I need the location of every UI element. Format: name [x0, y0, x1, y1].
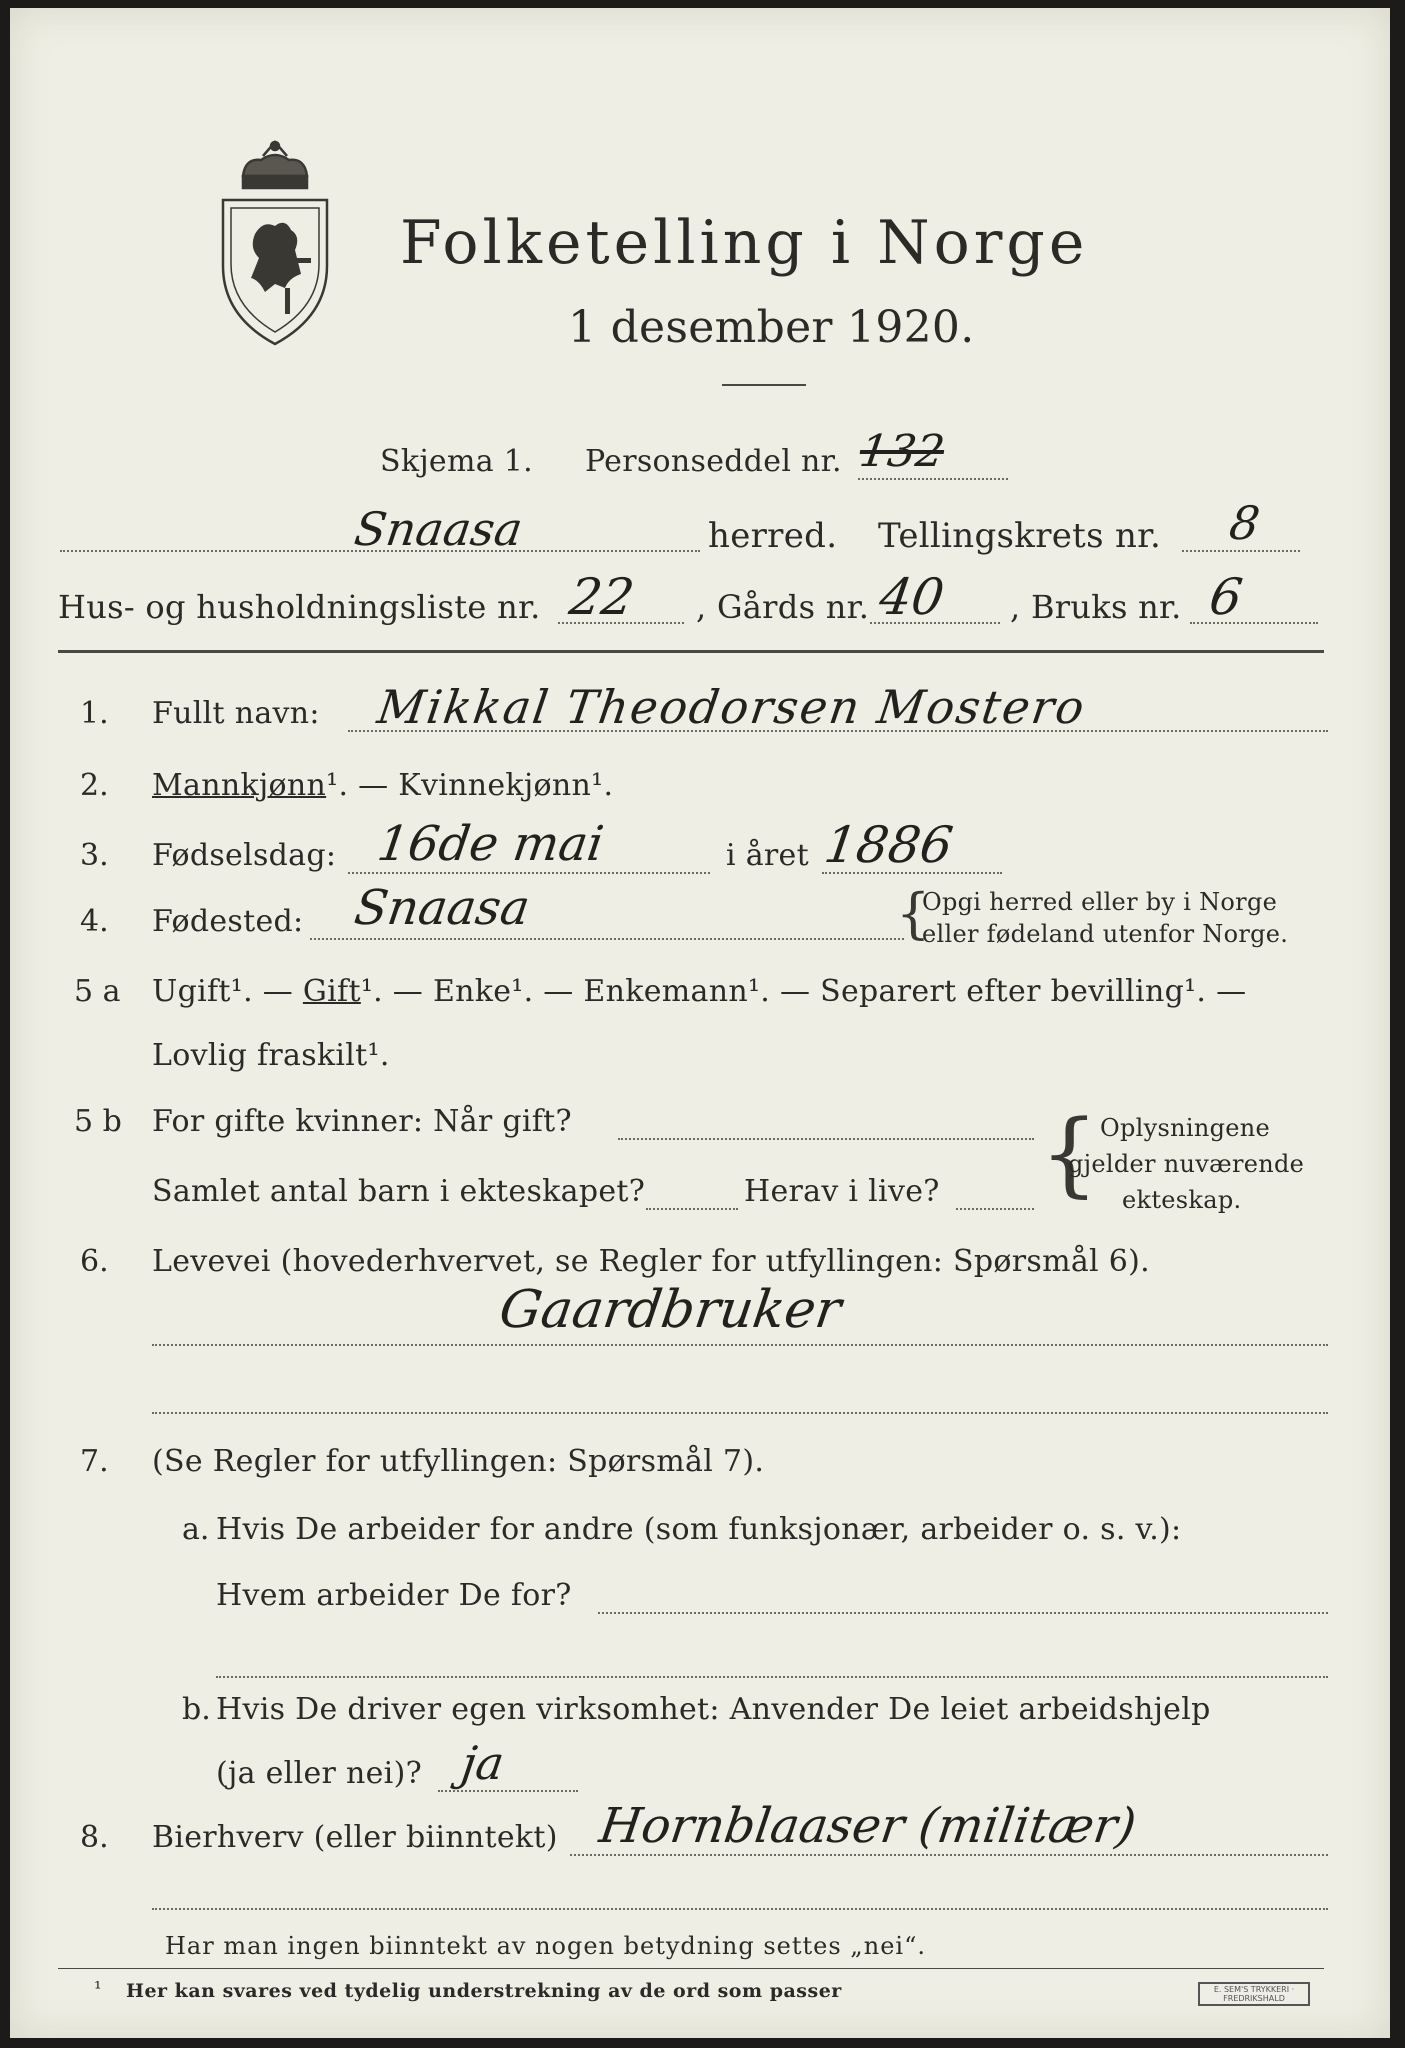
q2-mannkjonn: Mannkjønn: [152, 768, 327, 803]
q5b-label-1: For gifte kvinner: Når gift?: [152, 1104, 572, 1139]
q6-value: Gaardbruker: [495, 1280, 845, 1340]
q7b-mark: b.: [182, 1692, 211, 1727]
census-date: 1 desember 1920.: [568, 302, 975, 353]
q7a-question: Hvem arbeider De for?: [216, 1578, 572, 1613]
personseddel-label: Personseddel nr.: [585, 444, 842, 479]
hus-value: 22: [565, 568, 638, 626]
q7b-value: ja: [458, 1736, 508, 1790]
q5a-line-1: [152, 974, 1246, 1009]
q5b-number: 5 b: [74, 1104, 122, 1139]
q7a-line-1: [598, 1612, 1328, 1614]
q5a-number: 5 a: [74, 974, 121, 1009]
q7a-line-2: [216, 1676, 1328, 1678]
tellingskrets-label: Tellingskrets nr.: [878, 516, 1162, 556]
q5b-note-1: Oplysningene: [1100, 1114, 1271, 1142]
q4-line: [310, 938, 904, 940]
q7b-line: [438, 1790, 578, 1792]
q2-kvinnekjonn: ¹. — Kvinnekjønn¹.: [326, 768, 614, 803]
q6-label: Levevei (hovederhvervet, se Regler for utfyllingen: Spørsmål 6).: [152, 1244, 1150, 1279]
bruks-value: 6: [1205, 568, 1246, 626]
q7-number: 7.: [80, 1444, 109, 1479]
q5a-gift: Gift: [302, 974, 361, 1009]
footnote-text: Her kan svares ved tydelig understrekning av de ord som passer: [126, 1980, 842, 2002]
gards-value: 40: [875, 568, 948, 626]
q6-line-1: [152, 1344, 1328, 1346]
q1-value: Mikkal Theodorsen Mostero: [374, 680, 1090, 734]
q1-number: 1.: [80, 696, 109, 731]
q5b-line-3: [956, 1208, 1034, 1210]
skjema-label: Skjema 1.: [380, 444, 533, 479]
herred-label: herred.: [708, 516, 838, 556]
bruks-label: , Bruks nr.: [1010, 588, 1182, 626]
q4-value: Snaasa: [351, 880, 534, 936]
q3-number: 3.: [80, 838, 109, 873]
q5b-line-2: [646, 1208, 738, 1210]
q2-label: [152, 768, 613, 803]
q7b-question: (ja eller nei)?: [216, 1756, 422, 1791]
q5a-ugift: Ugift¹. —: [152, 974, 303, 1009]
q5a-line-2: Lovlig fraskilt¹.: [152, 1038, 390, 1073]
q8-line-2: [152, 1908, 1328, 1910]
q3-label: Fødselsdag:: [152, 838, 337, 873]
q8-label: Bierhverv (eller biinntekt): [152, 1820, 558, 1855]
gards-label: , Gårds nr.: [696, 588, 870, 626]
footer-note: Har man ingen biinntekt av nogen betydning settes „nei“.: [165, 1932, 926, 1960]
coat-of-arms-icon: [215, 138, 335, 350]
tellingskrets-line: [1182, 550, 1300, 552]
q5a-rest: ¹. — Enke¹. — Enkemann¹. — Separert efter bevilling¹. —: [360, 974, 1247, 1009]
q1-label: Fullt navn:: [152, 696, 320, 731]
printer-stamp: E. SEM'S TRYKKERI · FREDRIKSHALD: [1198, 1982, 1310, 2006]
q7-label: (Se Regler for utfyllingen: Spørsmål 7).: [152, 1444, 765, 1479]
q7a-mark: a.: [182, 1512, 210, 1547]
q5b-brace: {: [1040, 1100, 1099, 1207]
q8-value: Hornblaaser (militær): [596, 1798, 1140, 1854]
hus-label: Hus- og husholdningsliste nr.: [58, 588, 541, 626]
q7a-text: Hvis De arbeider for andre (som funksjonær, arbeider o. s. v.):: [216, 1512, 1182, 1547]
q6-line-2: [152, 1412, 1328, 1414]
q3-line: [348, 872, 710, 874]
q5b-label-2: Samlet antal barn i ekteskapet?: [152, 1174, 646, 1209]
tellingskrets-value: 8: [1226, 496, 1264, 550]
q5b-note-2: gjelder nuværende: [1068, 1150, 1305, 1178]
q3-year-label: i året: [726, 838, 809, 873]
personseddel-line: [858, 478, 1008, 480]
q3-year-value: 1886: [820, 816, 957, 874]
q3-value: 16de mai: [374, 816, 607, 872]
form-title: Folketelling i Norge: [400, 208, 1089, 278]
q5b-label-3: Herav i live?: [744, 1174, 940, 1209]
q6-number: 6.: [80, 1244, 109, 1279]
q4-number: 4.: [80, 904, 109, 939]
q4-label: Fødested:: [152, 904, 304, 939]
footer-rule: [58, 1968, 1324, 1969]
title-divider: [722, 384, 806, 386]
q4-brace: {: [896, 882, 931, 945]
q4-note-2: eller fødeland utenfor Norge.: [922, 920, 1289, 948]
header-rule: [58, 650, 1324, 653]
q8-number: 8.: [80, 1820, 109, 1855]
q4-note-1: Opgi herred eller by i Norge: [922, 888, 1278, 916]
herred-value: Snaasa: [351, 502, 526, 556]
q2-number: 2.: [80, 768, 109, 803]
q5b-line-1: [618, 1138, 1034, 1140]
q5b-note-3: ekteskap.: [1122, 1186, 1242, 1214]
q7b-text: Hvis De driver egen virksomhet: Anvender De leiet arbeidshjelp: [216, 1692, 1211, 1727]
census-form-sheet: [10, 8, 1390, 2038]
footnote-mark: ¹: [94, 1978, 102, 2000]
q8-line-1: [570, 1854, 1328, 1856]
personseddel-value: 132: [856, 426, 948, 477]
